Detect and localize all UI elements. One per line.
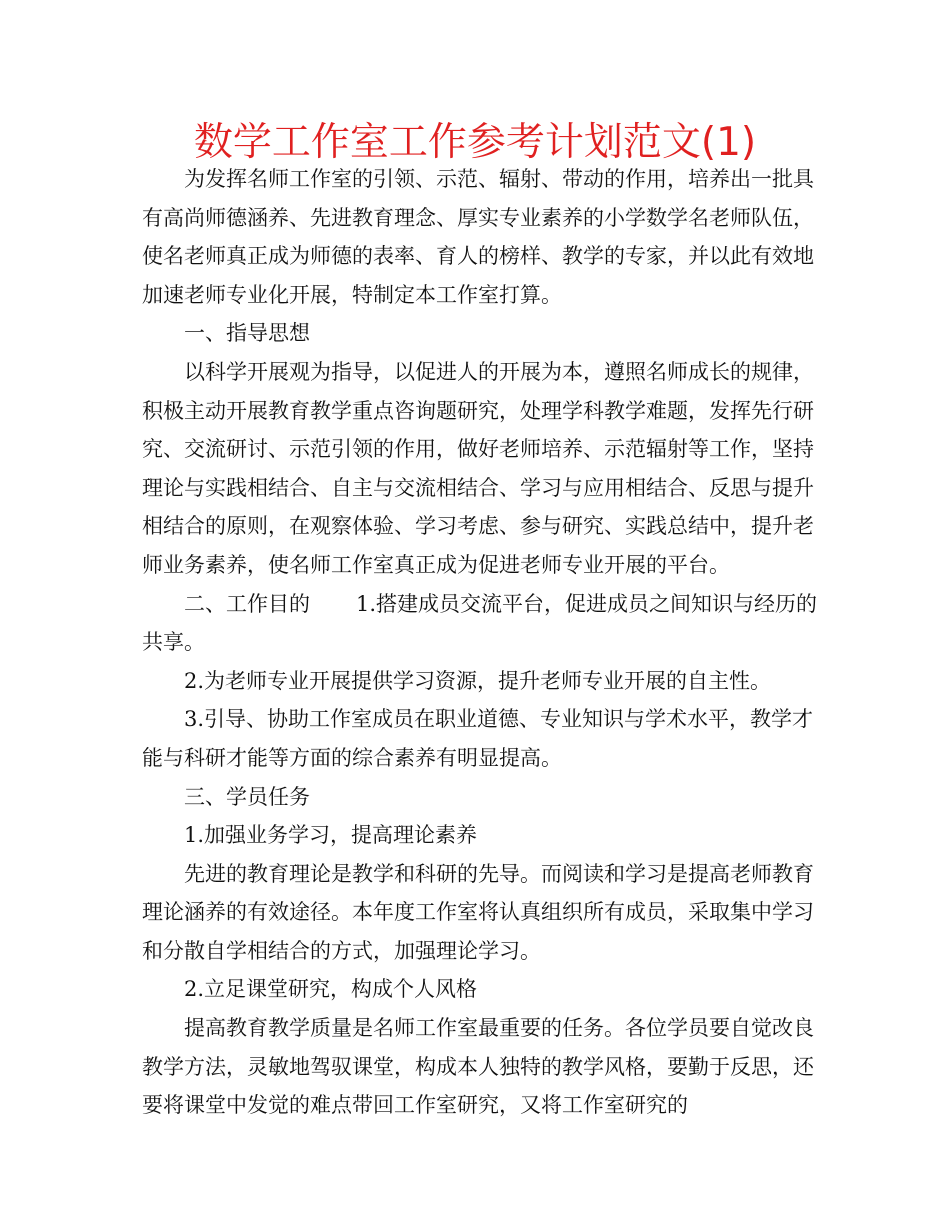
paragraph-guiding-ideology: 以科学开展观为指导，以促进人的开展为本，遵照名师成长的规律，积极主动开展教育教学重点咨询题研究，处理学科教学难题，发挥先行研究、交流研讨、示范引领的作用，做好老师培养、示范辐射等工作，坚持理论与实践相结合、自主与交流相结合、学习与应用相结合、反思与提升相结合的原则，在观察体验、学习考虑、参与研究、实践总结中，提升老师业务素养，使名师工作室真正成为促进老师专业开展的平台。 [142, 359, 814, 577]
document-title: 数学工作室工作参考计划范文(1) [193, 120, 757, 165]
task-paragraph-1: 先进的教育理论是教学和科研的先导。而阅读和学习是提高老师教育理论涵养的有效途径。本年度工作室将认真组织所有成员，采取集中学习和分散自学相结合的方式，加强理论学习。 [142, 861, 814, 963]
heading-guiding-ideology: 一、指导思想 [184, 321, 310, 346]
document-body [142, 160, 822, 1125]
paragraph-goals [142, 585, 822, 662]
task-heading-2: 2.立足课堂研究，构成个人风格 [184, 977, 478, 1002]
paragraph-intro: 为发挥名师工作室的引领、示范、辐射、带动的作用，培养出一批具有高尚师德涵养、先进教育理念、厚实专业素养的小学数学名老师队伍，使名老师真正成为师德的表率、育人的榜样、教学的专家，并以此有效地加速老师专业化开展，特制定本工作室打算。 [142, 167, 814, 307]
goal-item-2: 2.为老师专业开展提供学习资源，提升老师专业开展的自主性。 [184, 668, 772, 693]
heading-member-tasks: 三、学员任务 [184, 784, 310, 809]
heading-goals: 二、工作目的 [184, 591, 310, 616]
task-heading-1: 1.加强业务学习，提高理论素养 [184, 823, 478, 848]
goal-item-3: 3.引导、协助工作室成员在职业道德、专业知识与学术水平，教学才能与科研才能等方面的综合素养有明显提高。 [142, 707, 814, 770]
task-paragraph-2: 提高教育教学质量是名师工作室最重要的任务。各位学员要自觉改良教学方法，灵敏地驾驭课堂，构成本人独特的教学风格，要勤于反思，还要将课堂中发觉的难点带回工作室研究，又将工作室研究的 [142, 1016, 814, 1118]
goal-item-1: 1.搭建成员交流平台，促进成员之间知识与经历的共享。 [142, 591, 818, 655]
